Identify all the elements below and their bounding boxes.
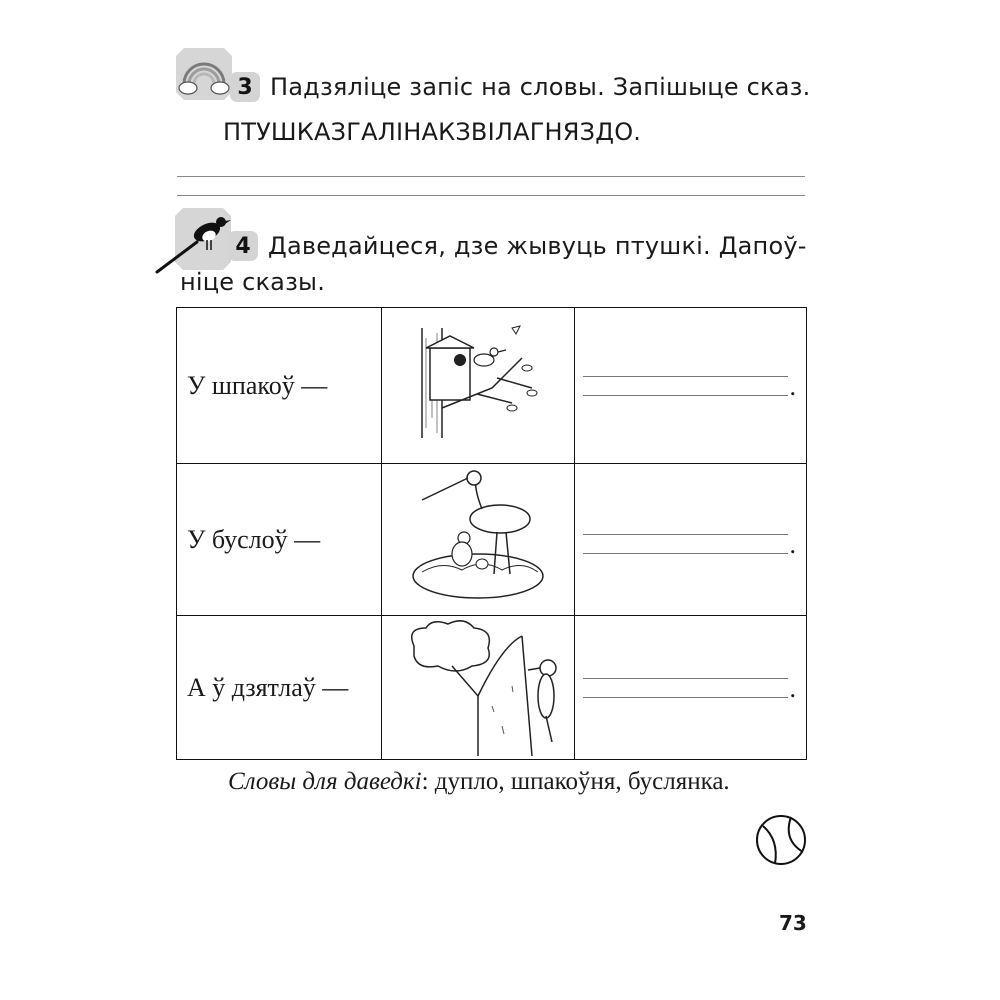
- answer-line[interactable]: [583, 697, 788, 698]
- table-row: [177, 308, 807, 464]
- reference-label: Словы для даведкі: [228, 768, 422, 795]
- answer-cell[interactable]: [575, 616, 807, 760]
- row-label-cell: [177, 616, 382, 760]
- table-row: [177, 616, 807, 760]
- row-label: А ў дзятлаў —: [187, 672, 349, 702]
- reference-list: дупло, шпакоўня, буслянка.: [428, 768, 730, 795]
- writing-line-1[interactable]: [177, 176, 805, 177]
- magpie-icon: [155, 206, 235, 274]
- reference-words: [228, 768, 730, 796]
- stork-nest-image: [382, 464, 575, 616]
- table-row: [177, 464, 807, 616]
- page-number: 73: [779, 911, 807, 935]
- task-3-instruction: Падзяліце запіс на словы. Запішыце сказ.: [270, 73, 811, 101]
- answer-line[interactable]: [583, 376, 788, 377]
- woodpecker-tree-image: [382, 616, 575, 760]
- rainbow-icon: [176, 48, 232, 100]
- row-label-cell: [177, 464, 382, 616]
- sentence-period: .: [789, 674, 796, 703]
- row-label: У шпакоў —: [187, 370, 328, 400]
- starling-birdhouse-image: [382, 308, 575, 464]
- task-4-instruction-line2: ніце сказы.: [180, 268, 326, 296]
- row-label-cell: [177, 308, 382, 464]
- birds-table: [176, 307, 807, 760]
- writing-line-2[interactable]: [177, 195, 805, 196]
- task-4-number: 4: [228, 231, 258, 261]
- answer-line[interactable]: [583, 553, 788, 554]
- ball-icon: [755, 814, 807, 866]
- reference-colon: :: [421, 768, 429, 795]
- task-3-number: 3: [230, 72, 260, 102]
- answer-line[interactable]: [583, 678, 788, 679]
- answer-line[interactable]: [583, 534, 788, 535]
- sentence-period: .: [789, 530, 796, 559]
- answer-cell[interactable]: [575, 464, 807, 616]
- task-3-letters: ПТУШКАЗГАЛІНАКЗВІЛАГНЯЗДО.: [223, 118, 642, 146]
- sentence-period: .: [789, 372, 796, 401]
- answer-line[interactable]: [583, 395, 788, 396]
- row-label: У буслоў —: [187, 524, 321, 554]
- answer-cell[interactable]: [575, 308, 807, 464]
- task-4-instruction-line1: Даведайцеся, дзе жывуць птушкі. Дапоў-: [268, 232, 807, 260]
